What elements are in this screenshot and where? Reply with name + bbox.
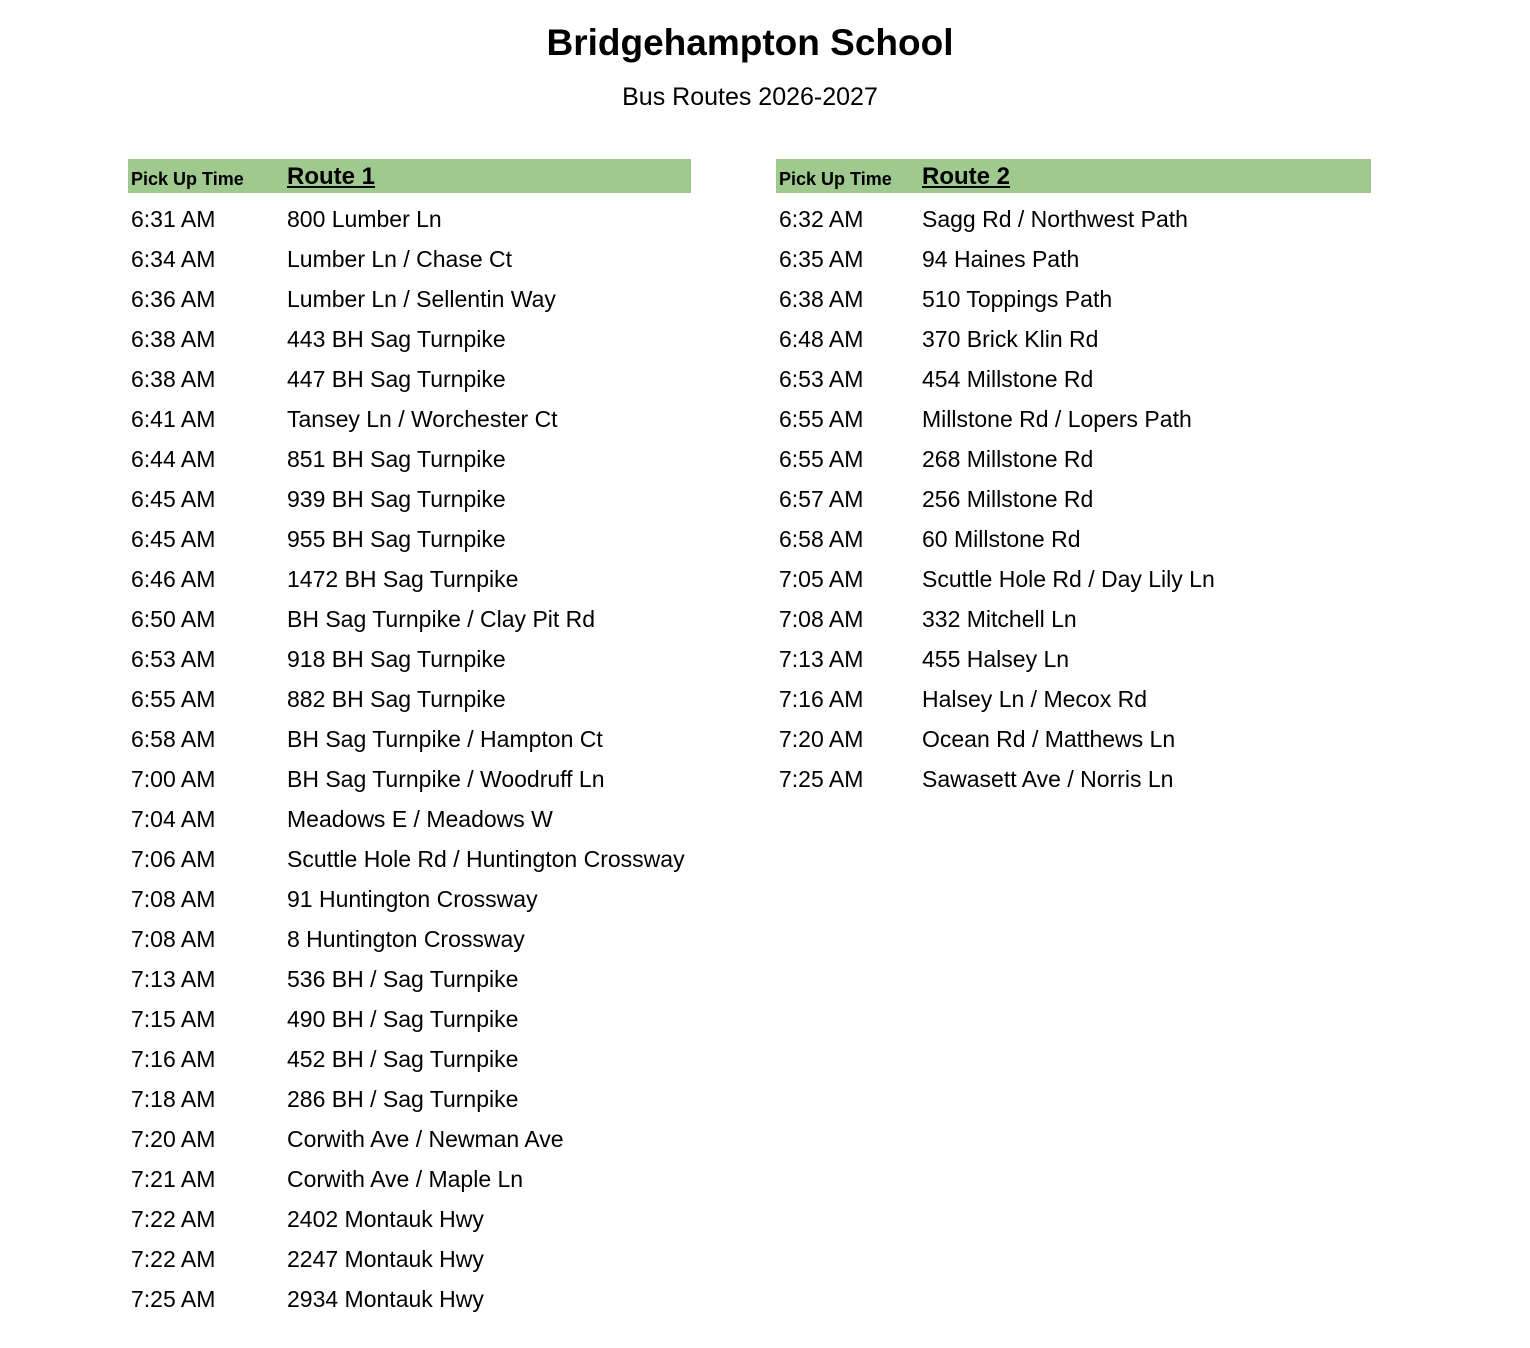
route-1-header bbox=[128, 159, 691, 193]
stop-row bbox=[128, 239, 691, 279]
stop-location: Corwith Ave / Maple Ln bbox=[287, 1166, 524, 1192]
stop-location: 94 Haines Path bbox=[922, 246, 1080, 272]
stop-location: 256 Millstone Rd bbox=[922, 486, 1094, 512]
stop-row bbox=[128, 1119, 691, 1159]
stop-location: 452 BH / Sag Turnpike bbox=[287, 1046, 519, 1072]
pickup-time: 6:44 AM bbox=[131, 446, 216, 472]
stop-row bbox=[128, 439, 691, 479]
pickup-time: 6:55 AM bbox=[779, 406, 864, 432]
stop-location: 91 Huntington Crossway bbox=[287, 886, 538, 912]
stop-row bbox=[776, 599, 1371, 639]
pickup-time: 6:31 AM bbox=[131, 206, 216, 232]
pickup-time-header: Pick Up Time bbox=[779, 169, 892, 189]
stop-row bbox=[776, 199, 1371, 239]
stop-row bbox=[776, 639, 1371, 679]
route-2-table bbox=[776, 159, 1371, 799]
pickup-time: 7:13 AM bbox=[779, 646, 864, 672]
stop-location: 918 BH Sag Turnpike bbox=[287, 646, 506, 672]
pickup-time: 7:13 AM bbox=[131, 966, 216, 992]
route-1-stop-list bbox=[128, 199, 691, 1319]
stop-location: 2934 Montauk Hwy bbox=[287, 1286, 484, 1312]
stop-row bbox=[128, 759, 691, 799]
stop-row bbox=[128, 719, 691, 759]
stop-location: 268 Millstone Rd bbox=[922, 446, 1094, 472]
stop-location: 443 BH Sag Turnpike bbox=[287, 326, 506, 352]
stop-location: BH Sag Turnpike / Hampton Ct bbox=[287, 726, 603, 752]
stop-location: Lumber Ln / Sellentin Way bbox=[287, 286, 556, 312]
stop-location: 490 BH / Sag Turnpike bbox=[287, 1006, 519, 1032]
stop-location: 60 Millstone Rd bbox=[922, 526, 1081, 552]
route-1-title: Route 1 bbox=[287, 163, 376, 190]
stop-location: Sagg Rd / Northwest Path bbox=[922, 206, 1188, 232]
stop-location: BH Sag Turnpike / Woodruff Ln bbox=[287, 766, 605, 792]
route-2-header bbox=[776, 159, 1371, 193]
stop-location: 800 Lumber Ln bbox=[287, 206, 442, 232]
stop-location: 1472 BH Sag Turnpike bbox=[287, 566, 519, 592]
stop-location: 536 BH / Sag Turnpike bbox=[287, 966, 519, 992]
stop-location: Millstone Rd / Lopers Path bbox=[922, 406, 1192, 432]
pickup-time: 6:50 AM bbox=[131, 606, 216, 632]
page-subtitle: Bus Routes 2026-2027 bbox=[622, 83, 878, 111]
pickup-time: 6:41 AM bbox=[131, 406, 216, 432]
pickup-time: 7:04 AM bbox=[131, 806, 216, 832]
pickup-time: 6:45 AM bbox=[131, 526, 216, 552]
pickup-time: 6:35 AM bbox=[779, 246, 864, 272]
pickup-time: 7:08 AM bbox=[131, 886, 216, 912]
stop-location: 447 BH Sag Turnpike bbox=[287, 366, 506, 392]
pickup-time: 6:38 AM bbox=[131, 366, 216, 392]
stop-row bbox=[128, 599, 691, 639]
stop-location: 2247 Montauk Hwy bbox=[287, 1246, 484, 1272]
pickup-time: 6:53 AM bbox=[779, 366, 864, 392]
route-2-stop-list bbox=[776, 199, 1371, 799]
pickup-time: 7:16 AM bbox=[131, 1046, 216, 1072]
stop-row bbox=[128, 359, 691, 399]
stop-row bbox=[128, 479, 691, 519]
stop-row bbox=[128, 959, 691, 999]
stop-row bbox=[128, 279, 691, 319]
stop-location: Corwith Ave / Newman Ave bbox=[287, 1126, 564, 1152]
stop-row bbox=[128, 1239, 691, 1279]
pickup-time: 7:25 AM bbox=[779, 766, 864, 792]
stop-row bbox=[128, 199, 691, 239]
stop-row bbox=[128, 1039, 691, 1079]
stop-row bbox=[128, 679, 691, 719]
stop-location: 2402 Montauk Hwy bbox=[287, 1206, 484, 1232]
stop-row bbox=[128, 1159, 691, 1199]
pickup-time: 7:18 AM bbox=[131, 1086, 216, 1112]
pickup-time: 6:57 AM bbox=[779, 486, 864, 512]
pickup-time: 7:15 AM bbox=[131, 1006, 216, 1032]
stop-row bbox=[128, 999, 691, 1039]
stop-row bbox=[776, 319, 1371, 359]
page-title: Bridgehampton School bbox=[546, 22, 954, 63]
stop-row bbox=[128, 799, 691, 839]
pickup-time: 7:08 AM bbox=[131, 926, 216, 952]
pickup-time: 7:22 AM bbox=[131, 1246, 216, 1272]
stop-location: 286 BH / Sag Turnpike bbox=[287, 1086, 519, 1112]
stop-row bbox=[776, 519, 1371, 559]
stop-location: Scuttle Hole Rd / Day Lily Ln bbox=[922, 566, 1215, 592]
stop-location: 454 Millstone Rd bbox=[922, 366, 1094, 392]
stop-row bbox=[128, 639, 691, 679]
stop-location: Scuttle Hole Rd / Huntington Crossway bbox=[287, 846, 685, 872]
stop-row bbox=[776, 479, 1371, 519]
stop-row bbox=[776, 439, 1371, 479]
stop-location: Sawasett Ave / Norris Ln bbox=[922, 766, 1174, 792]
pickup-time: 6:58 AM bbox=[779, 526, 864, 552]
stop-row bbox=[128, 879, 691, 919]
pickup-time: 7:20 AM bbox=[779, 726, 864, 752]
pickup-time: 7:22 AM bbox=[131, 1206, 216, 1232]
stop-location: Lumber Ln / Chase Ct bbox=[287, 246, 513, 272]
stop-location: Ocean Rd / Matthews Ln bbox=[922, 726, 1176, 752]
stop-row bbox=[128, 519, 691, 559]
stop-location: BH Sag Turnpike / Clay Pit Rd bbox=[287, 606, 596, 632]
pickup-time-header: Pick Up Time bbox=[131, 169, 244, 189]
pickup-time: 7:20 AM bbox=[131, 1126, 216, 1152]
stop-location: 851 BH Sag Turnpike bbox=[287, 446, 506, 472]
stop-row bbox=[776, 679, 1371, 719]
stop-row bbox=[776, 759, 1371, 799]
stop-row bbox=[776, 559, 1371, 599]
route-1-table bbox=[128, 159, 691, 1319]
pickup-time: 6:34 AM bbox=[131, 246, 216, 272]
pickup-time: 7:05 AM bbox=[779, 566, 864, 592]
stop-location: Tansey Ln / Worchester Ct bbox=[287, 406, 558, 432]
pickup-time: 6:45 AM bbox=[131, 486, 216, 512]
stop-location: Meadows E / Meadows W bbox=[287, 806, 553, 832]
pickup-time: 7:06 AM bbox=[131, 846, 216, 872]
stop-row bbox=[128, 1279, 691, 1319]
stop-location: Halsey Ln / Mecox Rd bbox=[922, 686, 1147, 712]
stop-row bbox=[128, 839, 691, 879]
pickup-time: 7:21 AM bbox=[131, 1166, 216, 1192]
pickup-time: 7:08 AM bbox=[779, 606, 864, 632]
pickup-time: 7:25 AM bbox=[131, 1286, 216, 1312]
stop-row bbox=[128, 319, 691, 359]
stop-location: 939 BH Sag Turnpike bbox=[287, 486, 506, 512]
stop-location: 8 Huntington Crossway bbox=[287, 926, 525, 952]
stop-row bbox=[776, 359, 1371, 399]
stop-row bbox=[128, 559, 691, 599]
pickup-time: 6:48 AM bbox=[779, 326, 864, 352]
stop-location: 510 Toppings Path bbox=[922, 286, 1113, 312]
pickup-time: 6:55 AM bbox=[779, 446, 864, 472]
pickup-time: 7:00 AM bbox=[131, 766, 216, 792]
stop-location: 332 Mitchell Ln bbox=[922, 606, 1077, 632]
stop-row bbox=[776, 279, 1371, 319]
stop-row bbox=[128, 399, 691, 439]
pickup-time: 6:38 AM bbox=[131, 326, 216, 352]
route-2-title: Route 2 bbox=[922, 163, 1011, 190]
stop-row bbox=[128, 1079, 691, 1119]
stop-row bbox=[776, 399, 1371, 439]
stop-location: 955 BH Sag Turnpike bbox=[287, 526, 506, 552]
stop-row bbox=[128, 919, 691, 959]
pickup-time: 6:53 AM bbox=[131, 646, 216, 672]
stop-location: 455 Halsey Ln bbox=[922, 646, 1070, 672]
pickup-time: 6:32 AM bbox=[779, 206, 864, 232]
stop-location: 370 Brick Klin Rd bbox=[922, 326, 1099, 352]
pickup-time: 6:58 AM bbox=[131, 726, 216, 752]
stop-location: 882 BH Sag Turnpike bbox=[287, 686, 506, 712]
pickup-time: 6:46 AM bbox=[131, 566, 216, 592]
stop-row bbox=[128, 1199, 691, 1239]
stop-row bbox=[776, 239, 1371, 279]
pickup-time: 6:38 AM bbox=[779, 286, 864, 312]
pickup-time: 7:16 AM bbox=[779, 686, 864, 712]
pickup-time: 6:55 AM bbox=[131, 686, 216, 712]
stop-row bbox=[776, 719, 1371, 759]
pickup-time: 6:36 AM bbox=[131, 286, 216, 312]
